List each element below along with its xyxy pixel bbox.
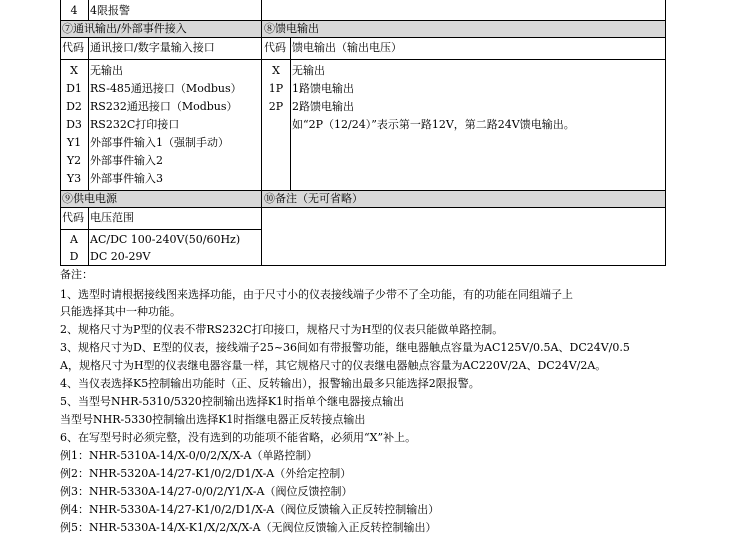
rule <box>60 229 262 230</box>
feed-col-desc: 馈电输出（输出电压） <box>292 41 402 54</box>
comm-col-code: 代码 <box>62 41 84 54</box>
comm-col-desc: 通讯接口/数字量输入接口 <box>90 41 215 54</box>
comm-code: Y1 <box>66 136 82 149</box>
feed-header-bg <box>262 21 666 37</box>
rule <box>60 265 666 266</box>
feed-desc: 2路馈电输出 <box>292 100 354 113</box>
rule <box>60 0 61 266</box>
rule <box>60 190 666 191</box>
note-line: 例2：NHR-5320A-14/27-K1/0/2/D1/X-A（外给定控制） <box>60 467 352 480</box>
comm-code: Y2 <box>66 154 82 167</box>
remark-title: ⑩备注（无可省略） <box>264 192 363 205</box>
comm-code: X <box>70 64 78 77</box>
feed-desc: 1路馈电输出 <box>292 82 354 95</box>
feed-col-code: 代码 <box>264 41 286 54</box>
rule <box>261 0 262 266</box>
top-row-code: 4 <box>70 4 78 17</box>
rule <box>665 0 666 266</box>
note-line: 例3：NHR-5330A-14/27-0/0/2/Y1/X-A（阀位反馈控制） <box>60 485 353 498</box>
rule <box>88 0 89 20</box>
note-line: 6、在写型号时必须完整，没有选到的功能项不能省略，必须用“X”补上。 <box>60 431 417 444</box>
power-desc: AC/DC 100-240V(50/60Hz) <box>90 233 241 246</box>
power-title: ⑨供电电源 <box>62 192 117 205</box>
feed-code: 2P <box>268 100 284 113</box>
rule <box>88 208 89 266</box>
note-line: 5、当型号NHR-5310/5320控制输出选择K1时指单个继电器接点输出 <box>60 395 405 408</box>
rule <box>60 59 666 60</box>
power-col-desc: 电压范围 <box>90 211 134 224</box>
note-line: 4、当仪表选择K5控制输出功能时（正、反转输出），报警输出最多只能选择2限报警。 <box>60 377 480 390</box>
power-col-code: 代码 <box>62 211 84 224</box>
note-line: 例4：NHR-5330A-14/27-K1/0/2/D1/X-A（阀位反馈输入正反转控制输出） <box>60 503 440 516</box>
feed-code: X <box>272 64 280 77</box>
feed-code: 1P <box>268 82 284 95</box>
notes-heading: 备注： <box>60 268 93 281</box>
rule <box>60 37 666 38</box>
comm-desc: RS-485通迅接口（Modbus） <box>90 82 242 95</box>
note-line: 例1：NHR-5310A-14/X-0/0/2/X/X-A（单路控制） <box>60 449 318 462</box>
note-line: 2、规格尺寸为P型的仪表不带RS232C打印接口，规格尺寸为H型的仪表只能做单路控制。 <box>60 323 504 336</box>
spec-table <box>60 0 666 266</box>
rule <box>88 38 89 190</box>
comm-desc: 外部事件输入2 <box>90 154 163 167</box>
power-code: D <box>69 250 79 263</box>
comm-title: ⑦通讯输出/外部事件接入 <box>62 22 187 35</box>
rule <box>290 38 291 190</box>
note-line: 1、选型时请根据接线图来选择功能，由于尺寸小的仪表接线端子少带不了全功能，有的功能在同组端子上 <box>60 288 573 301</box>
feed-desc: 无输出 <box>292 64 325 77</box>
comm-desc: 无输出 <box>90 64 123 77</box>
power-code: A <box>70 233 78 246</box>
rule <box>60 20 666 21</box>
comm-desc: RS232C打印接口 <box>90 118 180 131</box>
rule <box>60 207 666 208</box>
power-desc: DC 20-29V <box>90 250 151 263</box>
comm-code: D3 <box>66 118 82 131</box>
comm-code: Y3 <box>66 172 82 185</box>
note-line: A，规格尺寸为H型的仪表继电器容量一样，其它规格尺寸的仪表继电器触点容量为AC220V/2A、DC24V/2A。 <box>60 359 607 372</box>
top-row-label: 4限报警 <box>90 4 130 17</box>
feed-example: 如“2P（12/24）”表示第一路12V，第二路24V馈电输出。 <box>292 118 575 131</box>
note-line: 例5：NHR-5330A-14/X-K1/X/2/X/X-A（无阀位反馈输入正反转控制输出） <box>60 521 437 534</box>
note-line: 当型号NHR-5330控制输出选择K1时指继电器正反转接点输出 <box>60 413 366 426</box>
note-line: 只能选择其中一种功能。 <box>60 305 181 318</box>
comm-desc: RS232通迅接口（Modbus） <box>90 100 238 113</box>
comm-code: D2 <box>66 100 82 113</box>
comm-desc: 外部事件输入3 <box>90 172 163 185</box>
note-line: 3、规格尺寸为D、E型的仪表，接线端子25~36间如有带报警功能，继电器触点容量为AC125V/0.5A、DC24V/0.5 <box>60 341 630 354</box>
comm-desc: 外部事件输入1（强制手动） <box>90 136 229 149</box>
feed-title: ⑧馈电输出 <box>264 22 319 35</box>
comm-code: D1 <box>66 82 82 95</box>
